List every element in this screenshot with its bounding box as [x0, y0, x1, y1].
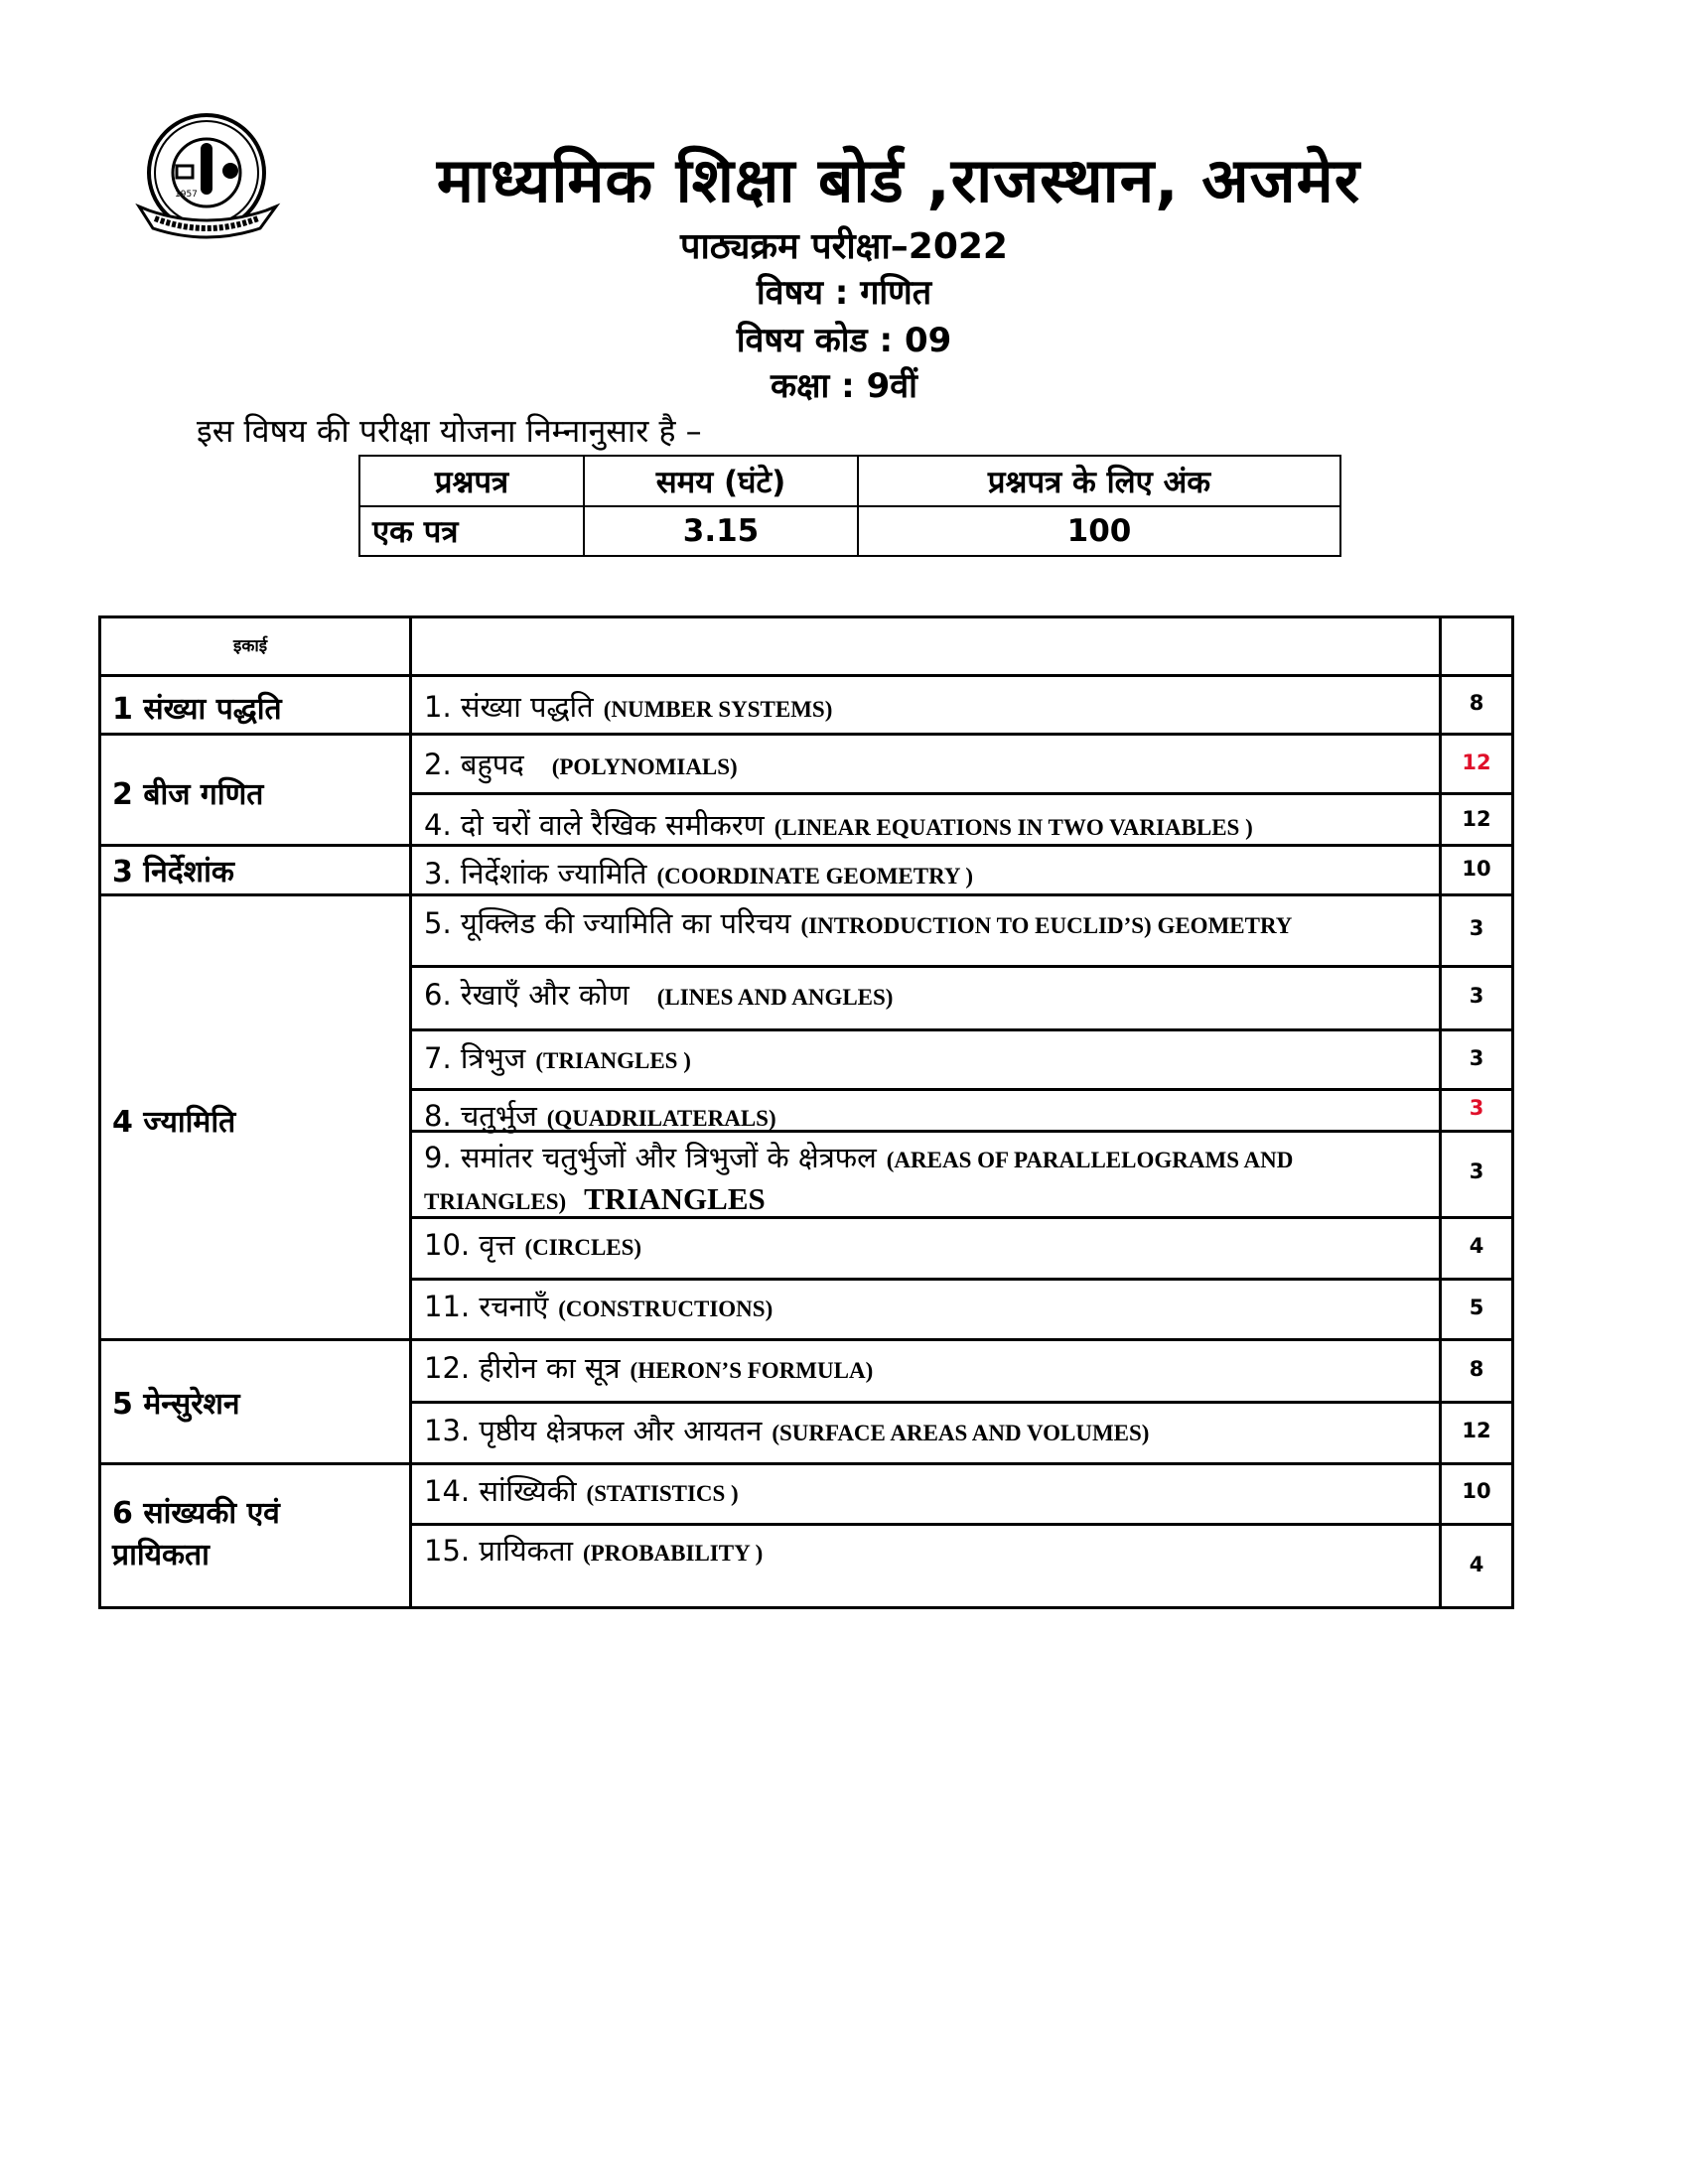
marks-value: 3 — [1469, 984, 1484, 1008]
topic-english: (AREAS OF PARALLELOGRAMS AND — [886, 1148, 1294, 1172]
topic-hindi: 11. रचनाएँ — [424, 1290, 549, 1323]
topic-row — [424, 903, 1292, 942]
topic-row — [424, 1471, 739, 1510]
topic-hindi: 8. चतुर्भुज — [424, 1099, 537, 1133]
board-title: माध्यमिक शिक्षा बोर्ड ,राजस्थान, अजमेर — [436, 144, 1361, 216]
marks-value: 3 — [1469, 916, 1484, 940]
header-paper: प्रश्नपत्र — [359, 456, 584, 506]
topic-hindi: 13. पृष्ठीय क्षेत्रफल और आयतन — [424, 1414, 763, 1447]
row-divider — [98, 733, 1514, 736]
marks-value: 4 — [1469, 1234, 1484, 1258]
topic-row — [424, 854, 973, 892]
marks-value: 3 — [1469, 1160, 1484, 1183]
paper-value: एक पत्र — [359, 506, 584, 556]
topic-row — [424, 1348, 873, 1387]
marks-value: 12 — [1462, 807, 1491, 831]
rajasthan-board-seal-icon — [127, 111, 294, 260]
topic-hindi: 10. वृत्त — [424, 1228, 515, 1262]
marks-value: 10 — [1462, 857, 1491, 881]
unit-label: 2 बीज गणित — [112, 777, 264, 812]
topic-hindi: 14. सांख्यिकी — [424, 1474, 577, 1508]
header-marks: प्रश्नपत्र के लिए अंक — [858, 456, 1340, 506]
unit-label: प्रायिकता — [112, 1538, 210, 1572]
topic-english: (PROBABILITY ) — [583, 1541, 764, 1566]
row-divider — [409, 1523, 1514, 1526]
marks-value: 12 — [1462, 1419, 1491, 1442]
topic-hindi: 2. बहुपद — [424, 748, 524, 781]
table-border-bottom — [98, 1606, 1514, 1609]
row-divider — [409, 792, 1514, 795]
row-divider — [98, 1462, 1514, 1465]
exam-scheme-intro: इस विषय की परीक्षा योजना निम्नानुसार है – — [197, 412, 702, 450]
topic-english: (LINEAR EQUATIONS IN TWO VARIABLES ) — [774, 815, 1253, 840]
table-border-left — [98, 615, 101, 1609]
topic-hindi: 4. दो चरों वाले रैखिक समीकरण — [424, 808, 765, 842]
row-divider — [409, 1401, 1514, 1404]
marks-value-highlighted: 3 — [1469, 1096, 1484, 1120]
marks-value: 100 — [858, 506, 1340, 556]
marks-value: 8 — [1469, 691, 1484, 715]
unit-label: 5 मेन्सुरेशन — [112, 1387, 240, 1422]
topic-english: (STATISTICS ) — [586, 1481, 739, 1506]
topic-row — [424, 805, 1253, 844]
logo-year: 1957 — [175, 190, 198, 200]
unit-label: 3 निर्देशांक — [112, 855, 234, 889]
topic-english: (NUMBER SYSTEMS) — [603, 697, 833, 722]
table-border-top — [98, 615, 1514, 618]
subject-label: विषय : गणित — [756, 273, 932, 313]
topic-row — [424, 1096, 776, 1135]
topic-english: (CONSTRUCTIONS) — [558, 1297, 774, 1321]
topic-hindi: 1. संख्या पद्धति — [424, 690, 594, 724]
topic-row-continued — [424, 1181, 766, 1217]
row-divider — [98, 674, 1514, 677]
marks-value: 3 — [1469, 1046, 1484, 1070]
topic-english: (LINES AND ANGLES) — [656, 985, 894, 1010]
row-divider — [409, 1028, 1514, 1031]
topic-english: (INTRODUCTION TO EUCLID’S) GEOMETRY — [800, 913, 1293, 938]
topic-hindi: 15. प्रायिकता — [424, 1534, 573, 1568]
topic-row — [424, 1287, 773, 1325]
topic-english: (POLYNOMIALS) — [551, 754, 738, 779]
unit-label: 6 सांख्यकी एवं — [112, 1496, 280, 1531]
header-unit: इकाई — [233, 636, 268, 656]
header-time: समय (घंटे) — [584, 456, 858, 506]
time-value: 3.15 — [584, 506, 858, 556]
row-divider — [409, 965, 1514, 968]
row-divider — [98, 1338, 1514, 1341]
row-divider — [409, 1278, 1514, 1281]
scheme-header-row — [359, 456, 1340, 506]
topic-english: (SURFACE AREAS AND VOLUMES) — [772, 1421, 1150, 1445]
topic-english: TRIANGLES) — [424, 1189, 567, 1214]
marks-value: 4 — [1469, 1553, 1484, 1576]
row-divider — [98, 844, 1514, 847]
board-logo — [127, 111, 294, 260]
topic-english: (COORDINATE GEOMETRY ) — [656, 864, 974, 888]
marks-value-highlighted: 12 — [1462, 751, 1491, 774]
topic-hindi: 6. रेखाएँ और कोण — [424, 978, 630, 1012]
class-label: कक्षा : 9वीं — [771, 366, 917, 406]
scheme-row — [359, 506, 1340, 556]
topic-english: (HERON’S FORMULA) — [630, 1358, 874, 1383]
topic-hindi: 5. यूक्लिड की ज्यामिति का परिचय — [424, 906, 791, 940]
unit-label: 1 संख्या पद्धति — [112, 692, 282, 727]
column-divider-unit — [409, 615, 412, 1609]
topic-row — [424, 1411, 1149, 1449]
topic-row — [424, 745, 738, 783]
topic-english-extra: TRIANGLES — [584, 1181, 766, 1216]
row-divider — [409, 1088, 1514, 1091]
topic-hindi: 12. हीरोन का सूत्र — [424, 1351, 621, 1385]
marks-value: 10 — [1462, 1479, 1491, 1503]
topic-row — [424, 1531, 763, 1570]
topic-hindi: 7. त्रिभुज — [424, 1041, 526, 1075]
unit-label: 4 ज्यामिति — [112, 1105, 236, 1140]
topic-english: (TRIANGLES ) — [535, 1048, 691, 1073]
topic-row — [424, 1138, 1293, 1176]
exam-scheme-table — [358, 455, 1341, 557]
topic-hindi: 9. समांतर चतुर्भुजों और त्रिभुजों के क्षेत्रफल — [424, 1141, 877, 1174]
row-divider — [98, 893, 1514, 896]
subject-code-label: विषय कोड : 09 — [736, 321, 952, 360]
table-border-right — [1511, 615, 1514, 1609]
topic-row — [424, 687, 832, 726]
marks-value: 5 — [1469, 1296, 1484, 1319]
syllabus-table — [98, 615, 1514, 1609]
topic-row — [424, 1038, 691, 1077]
topic-english: (CIRCLES) — [524, 1235, 642, 1260]
topic-row — [424, 1225, 641, 1264]
syllabus-exam-title: पाठ्यक्रम परीक्षा–2022 — [680, 226, 1008, 267]
topic-row — [424, 975, 893, 1014]
topic-hindi: 3. निर्देशांक ज्यामिति — [424, 857, 647, 890]
marks-value: 8 — [1469, 1357, 1484, 1381]
topic-english: (QUADRILATERALS) — [546, 1106, 776, 1131]
